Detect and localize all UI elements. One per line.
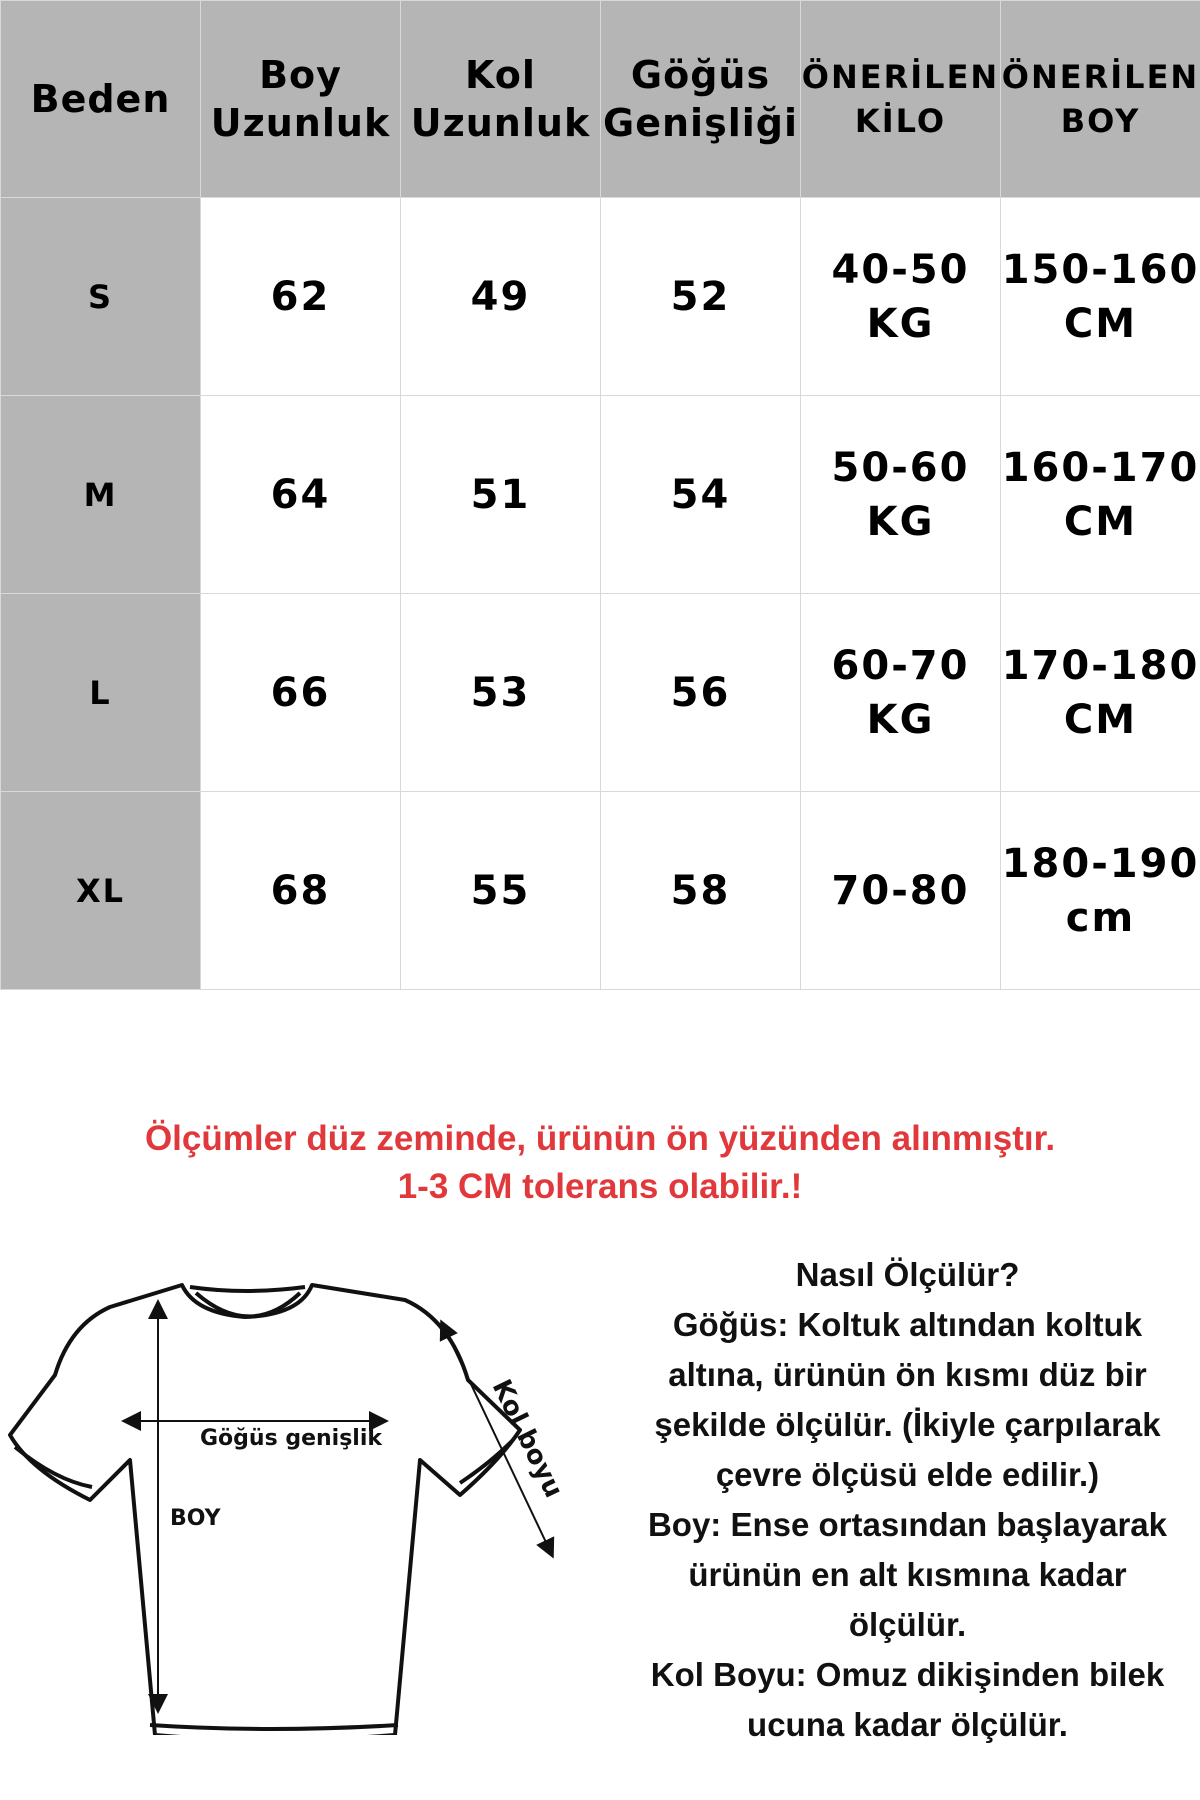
boy-value: 64 (201, 396, 401, 594)
gogus-value: 54 (601, 396, 801, 594)
note-line-2: 1-3 CM tolerans olabilir.! (397, 1167, 803, 1206)
kilo-range: 50-60 KG (801, 396, 1001, 594)
boy-range: 170-180 CM (1001, 594, 1200, 792)
table-header-row (1, 1, 1200, 198)
size-label: S (1, 198, 201, 396)
howto-line: Nasıl Ölçülür? (795, 1256, 1020, 1293)
howto-line: ürünün en alt kısmına kadar (688, 1556, 1127, 1593)
table-row (1, 198, 1200, 396)
gogus-value: 56 (601, 594, 801, 792)
measurement-note (0, 1115, 1200, 1211)
howto-line: ölçülür. (848, 1606, 967, 1643)
header-boy-uzunluk: Boy Uzunluk (201, 1, 401, 198)
tshirt-measurement-diagram (0, 1255, 580, 1735)
header-onerilen-kilo: ÖNERİLEN KİLO (801, 1, 1001, 198)
howto-line: ucuna kadar ölçülür. (747, 1706, 1068, 1743)
kol-value: 49 (401, 198, 601, 396)
kol-value: 51 (401, 396, 601, 594)
header-onerilen-boy: ÖNERİLEN BOY (1001, 1, 1200, 198)
header-beden: Beden (1, 1, 201, 198)
kol-value: 55 (401, 792, 601, 990)
boy-range: 160-170 CM (1001, 396, 1200, 594)
kilo-range: 40-50 KG (801, 198, 1001, 396)
kilo-range: 60-70 KG (801, 594, 1001, 792)
boy-value: 62 (201, 198, 401, 396)
size-label: XL (1, 792, 201, 990)
boy-range: 180-190 cm (1001, 792, 1200, 990)
table-row (1, 792, 1200, 990)
gogus-value: 58 (601, 792, 801, 990)
howto-line: çevre ölçüsü elde edilir.) (715, 1456, 1100, 1493)
howto-line: şekilde ölçülür. (İkiyle çarpılarak (654, 1406, 1161, 1443)
size-label: M (1, 396, 201, 594)
how-to-measure-text (630, 1250, 1185, 1750)
tshirt-outline-icon (10, 1285, 520, 1735)
note-line-1: Ölçümler düz zeminde, ürünün ön yüzünden alınmıştır. (144, 1119, 1056, 1158)
chest-label: Göğüs genişlik (200, 1426, 383, 1451)
kilo-range: 70-80 (801, 792, 1001, 990)
howto-line: altına, ürünün ön kısmı düz bir (668, 1356, 1147, 1393)
gogus-value: 52 (601, 198, 801, 396)
boy-value: 68 (201, 792, 401, 990)
sleeve-label: Kol boyu (485, 1374, 569, 1503)
howto-line: Göğüs: Koltuk altından koltuk (672, 1306, 1143, 1343)
kol-value: 53 (401, 594, 601, 792)
header-gogus-genisligi: Göğüs Genişliği (601, 1, 801, 198)
size-label: L (1, 594, 201, 792)
table-row (1, 594, 1200, 792)
boy-range: 150-160 CM (1001, 198, 1200, 396)
length-label: BOY (170, 1506, 221, 1531)
boy-value: 66 (201, 594, 401, 792)
howto-line: Kol Boyu: Omuz dikişinden bilek (650, 1656, 1165, 1693)
howto-line: Boy: Ense ortasından başlayarak (647, 1506, 1168, 1543)
table-row (1, 396, 1200, 594)
header-kol-uzunluk: Kol Uzunluk (401, 1, 601, 198)
